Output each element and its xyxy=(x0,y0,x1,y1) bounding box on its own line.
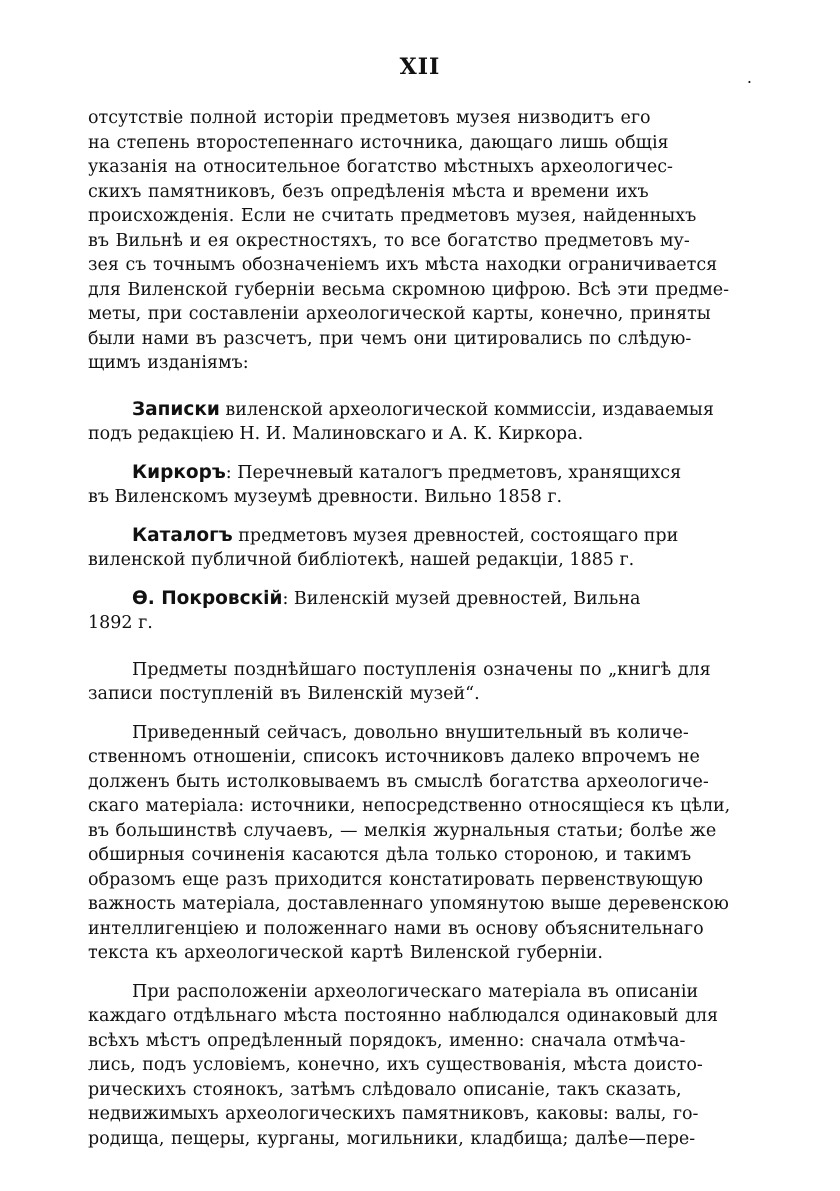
text-line: недвижимыхъ археологическихъ памятниковъ, каковы: валы, го- xyxy=(88,1104,699,1124)
text-line: обширныя сочиненія касаются дѣла только стороною, и такимъ xyxy=(88,845,692,865)
text-line: происхожденія. Если не считать предметовъ музея, найденныхъ xyxy=(88,206,697,226)
text-line: текста къ археологической картѣ Виленской губерніи. xyxy=(88,943,603,963)
text-line: въ Вильнѣ и ея окрестностяхъ, то все богатство предметовъ му- xyxy=(88,230,690,251)
bib-text: подъ редакціею Н. И. Малиновскаго и А. К. Киркора. xyxy=(88,424,584,444)
text-line: для Виленской губерніи весьма скромною цифрою. Всѣ эти предме- xyxy=(88,279,730,300)
text-line: рическихъ стоянокъ, затѣмъ слѣдовало описаніе, такъ сказать, xyxy=(88,1079,682,1100)
bib-head: Записки xyxy=(132,398,220,420)
bib-text: предметовъ музея древностей, состоящаго при xyxy=(232,525,679,546)
bibliography-entry-pokrovsky xyxy=(88,587,752,636)
text-line: записи поступленій въ Виленскій музей“. xyxy=(88,684,480,704)
text-line: меты, при составленіи археологической карты, конечно, приняты xyxy=(88,304,711,324)
text-line: всѣхъ мѣстъ опредѣленный порядокъ, именно: сначала отмѣча- xyxy=(88,1030,686,1051)
bibliography-entry-katalog xyxy=(88,524,752,573)
text-line: скаго матеріала: источники, непосредственно относящіеся къ цѣли, xyxy=(88,796,731,816)
text-line: интеллигенціею и положеннаго нами въ основу объяснительнаго xyxy=(88,918,704,939)
bib-text: 1892 г. xyxy=(88,613,153,633)
bib-head: Киркоръ xyxy=(132,461,226,483)
bib-text: : Виленскій музей древностей, Вильна xyxy=(282,588,641,609)
text-line: въ большинствѣ случаевъ, — мелкія журнальныя статьи; болѣе же xyxy=(88,820,717,841)
intro-paragraph xyxy=(88,106,752,376)
page-number: XII xyxy=(399,54,441,80)
bib-head: Ѳ. Покровскій xyxy=(132,587,283,609)
text-line: ственномъ отношеніи, списокъ источниковъ далеко впрочемъ не xyxy=(88,747,700,767)
text-line: важность матеріала, доставленнаго упомянутою выше деревенскою xyxy=(88,894,729,914)
arrangement-paragraph xyxy=(88,980,752,1152)
text-line: щимъ изданіямъ: xyxy=(88,353,249,373)
page-mark: . xyxy=(746,68,752,87)
document-page xyxy=(88,50,752,1165)
text-line: были нами въ разсчетъ, при чемъ они цитировались по слѣдую- xyxy=(88,328,692,349)
text-line: долженъ быть истолковываемъ въ смыслѣ богатства археологиче- xyxy=(88,771,709,792)
text-line: каждаго отдѣльнаго мѣста постоянно наблюдался одинаковый для xyxy=(88,1006,719,1026)
text-line: отсутствіе полной исторіи предметовъ музея низводитъ его xyxy=(88,108,651,128)
bib-text: : Перечневый каталогъ предметовъ, хранящихся xyxy=(225,462,682,483)
note-paragraph xyxy=(88,658,752,707)
text-line: указанія на относительное богатство мѣстныхъ археологичес- xyxy=(88,157,673,177)
bib-head: Каталогъ xyxy=(132,524,233,546)
text-line: скихъ памятниковъ, безъ опредѣленія мѣста и времени ихъ xyxy=(88,181,649,202)
text-line: родища, пещеры, курганы, могильники, кладбища; далѣе—пере- xyxy=(88,1128,696,1149)
text-line: лись, подъ условіемъ, конечно, ихъ существованія, мѣста доисто- xyxy=(88,1055,703,1075)
bib-text: виленской археологической коммиссіи, издаваемыя xyxy=(219,399,714,420)
bibliography-entry-kirkor xyxy=(88,461,752,510)
bibliography-entry-zapiski xyxy=(88,398,752,447)
text-line: При расположеніи археологическаго матеріала въ описаніи xyxy=(132,981,699,1002)
text-line: образомъ еще разъ приходится констатировать первенствующую xyxy=(88,869,703,890)
text-line: на степень второстепеннаго источника, дающаго лишь общія xyxy=(88,132,669,153)
text-line: зея съ точнымъ обозначеніемъ ихъ мѣста находки ограничивается xyxy=(88,255,718,275)
sources-paragraph xyxy=(88,721,752,966)
text-line: Приведенный сейчасъ, довольно внушительный въ количе- xyxy=(132,722,689,743)
bib-text: въ Виленскомъ музеумѣ древности. Вильно 1858 г. xyxy=(88,487,563,507)
bib-text: виленской публичной библіотекѣ, нашей редакціи, 1885 г. xyxy=(88,550,635,570)
text-line: Предметы позднѣйшаго поступленія означены по „книгѣ для xyxy=(132,659,711,680)
